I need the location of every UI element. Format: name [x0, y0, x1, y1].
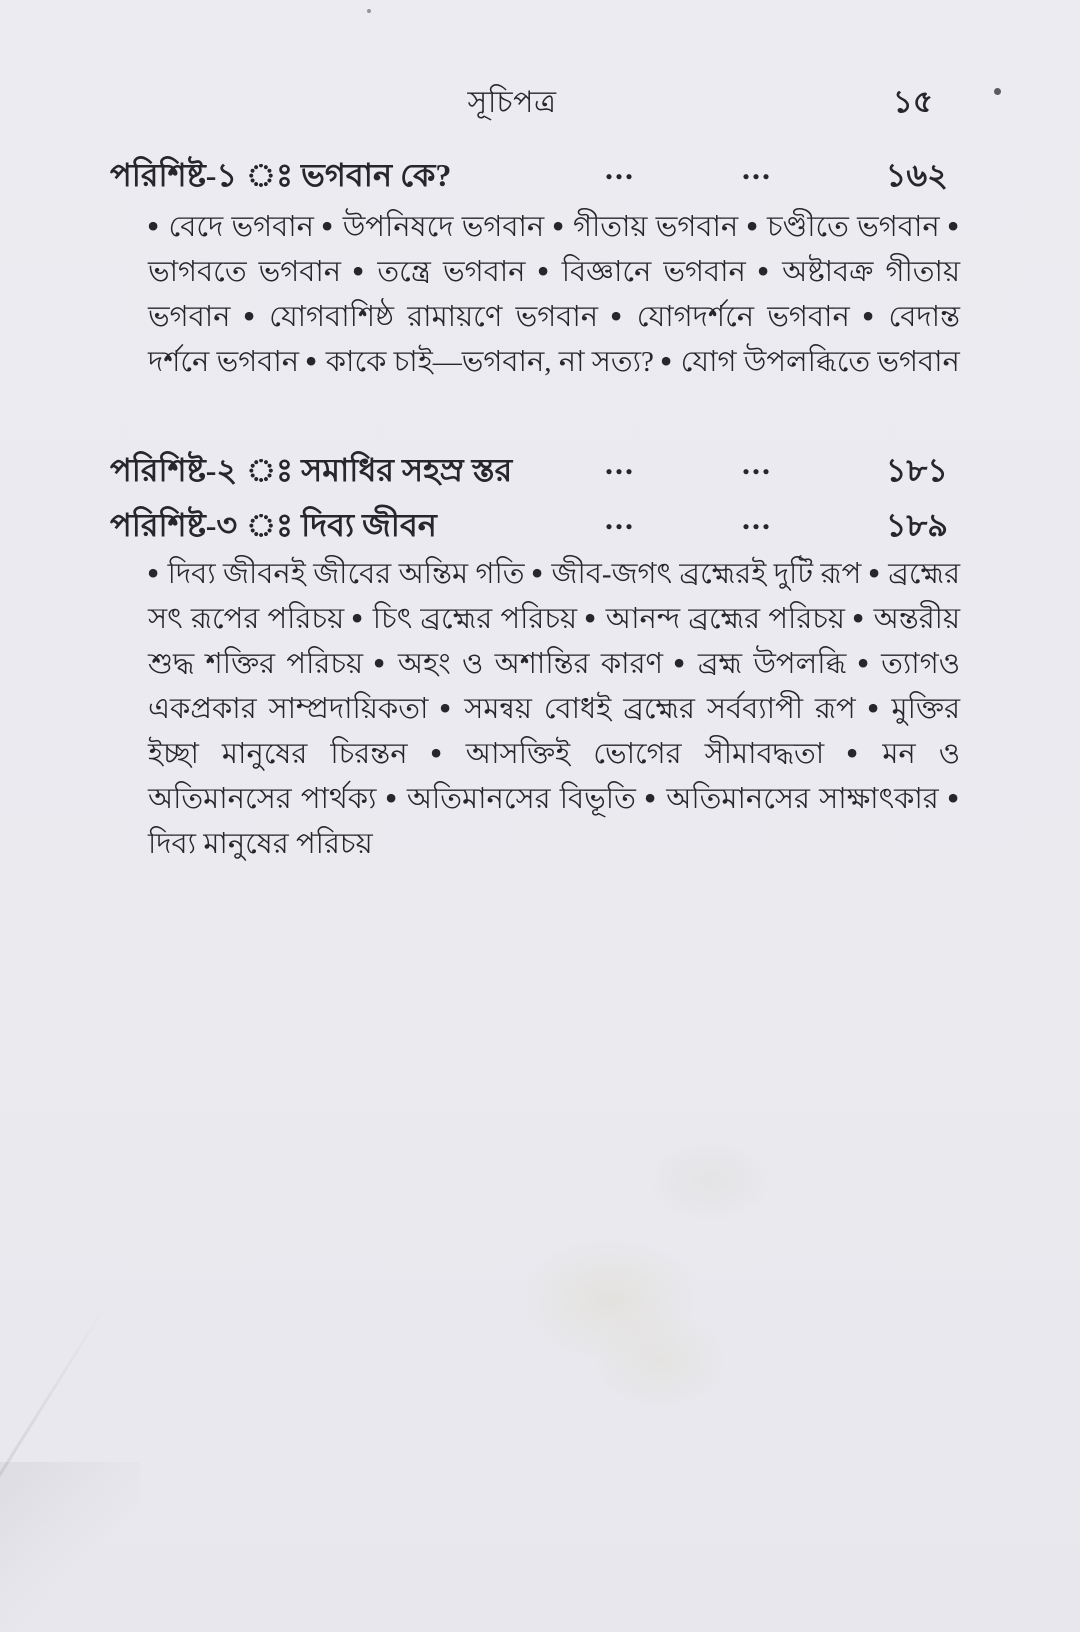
- topic-text: উপনিষদে ভগবান: [342, 211, 545, 243]
- topic-item: [673, 643, 847, 684]
- bullet-icon: •: [659, 341, 673, 382]
- topic-item: [610, 296, 850, 337]
- bullet-icon: •: [643, 778, 657, 819]
- dot-leader: ...: [742, 150, 772, 186]
- bullet-icon: •: [530, 553, 544, 594]
- topic-text: ত্যাগও একপ্রকার সাম্প্রদায়িকতা: [148, 648, 961, 725]
- bullet-icon: •: [946, 778, 960, 819]
- topic-text: সমন্বয় বোধই ব্রহ্মের সর্বব্যাপী রূপ: [464, 693, 856, 725]
- bullet-icon: •: [856, 643, 870, 684]
- bullet-icon: •: [745, 206, 758, 247]
- topic-text: বিজ্ঞানে ভগবান: [561, 256, 746, 288]
- bullet-icon: •: [242, 296, 256, 337]
- topic-text: মুক্তির ইচ্ছা মানুষের চিরন্তন: [148, 693, 961, 770]
- topic-item: [536, 251, 746, 292]
- topic-text: দিব্য মানুষের পরিচয়: [148, 828, 373, 860]
- topic-item: [551, 206, 739, 247]
- topic-text: যোগ উপলব্ধিতে ভগবান: [680, 346, 960, 378]
- topic-text: অন্তরীয় শুদ্ধ শক্তির পরিচয়: [148, 603, 961, 680]
- topic-item: [530, 553, 862, 594]
- page-title: সূচিপত্র: [467, 86, 557, 119]
- topic-item: [584, 598, 846, 639]
- dot-leader: ...: [605, 445, 635, 481]
- topic-text: ব্রহ্ম উপলব্ধি: [697, 648, 847, 680]
- bullet-icon: •: [845, 733, 859, 774]
- toc-entry-label: পরিশিষ্ট-৩ ঃ দিব্য জীবন: [110, 507, 437, 543]
- topic-text: চিৎ ব্রহ্মের পরিচয়: [372, 603, 578, 635]
- topic-text: ব্রহ্মের সৎ রূপের পরিচয়: [148, 558, 961, 635]
- topic-text: আসক্তিই ভোগের সীমাবদ্ধতা: [465, 738, 825, 770]
- bullet-icon: •: [536, 251, 549, 292]
- bullet-icon: •: [305, 341, 318, 382]
- topic-text: অতিমানসের সাক্ষাৎকার: [666, 783, 939, 815]
- topic-text: অহং ও অশান্তির কারণ: [397, 648, 664, 680]
- topic-text: যোগবাশিষ্ঠ রামায়ণে ভগবান: [269, 301, 599, 333]
- toc-entry-label: পরিশিষ্ট-২ ঃ সমাধির সহস্র স্তর: [110, 452, 513, 488]
- toc-entry-heading: [110, 445, 948, 499]
- topic-item: [351, 598, 578, 639]
- bullet-icon: •: [438, 688, 452, 729]
- topic-item: [429, 733, 825, 774]
- bullet-icon: •: [673, 643, 686, 684]
- bullet-icon: •: [551, 206, 564, 247]
- page-number: ১৫: [892, 84, 933, 119]
- topic-text: তন্ত্রে ভগবান: [377, 256, 526, 288]
- topic-item: [351, 251, 526, 292]
- topic-text: অষ্টাবক্র গীতায় ভগবান: [148, 256, 961, 333]
- topic-item: [242, 296, 599, 337]
- bullet-icon: •: [610, 296, 623, 337]
- topic-text: বেদে ভগবান: [168, 211, 314, 243]
- toc-entry-page-number: ১৮১: [885, 452, 948, 488]
- bullet-icon: •: [351, 598, 364, 639]
- dot-leader: ...: [742, 500, 772, 536]
- bullet-icon: •: [351, 251, 365, 292]
- topic-text: অতিমানসের বিভূতি: [406, 783, 636, 815]
- topic-text: চণ্ডীতে ভগবান: [766, 211, 940, 243]
- topic-item: [745, 206, 940, 247]
- toc-entry-page-number: ১৮৯: [885, 507, 948, 543]
- dot-leader: ...: [742, 445, 772, 481]
- bullet-icon: •: [146, 553, 160, 594]
- topic-text: যোগদর্শনে ভগবান: [636, 301, 850, 333]
- bullet-icon: •: [946, 206, 960, 247]
- scan-speck-icon: [994, 88, 1001, 95]
- bullet-icon: •: [429, 733, 442, 774]
- bullet-icon: •: [756, 251, 770, 292]
- scan-speck-icon: [367, 9, 371, 13]
- topic-item: [438, 688, 856, 729]
- topic-text: ভাগবতে ভগবান: [148, 256, 342, 288]
- paper-corner-shadow: [0, 1462, 140, 1632]
- toc-entry-page-number: ১৬২: [885, 157, 948, 193]
- dot-leader: ...: [605, 500, 635, 536]
- toc-entry-topics: [148, 205, 960, 385]
- bullet-icon: •: [320, 206, 334, 247]
- bullet-icon: •: [867, 553, 881, 594]
- topic-text: কাকে চাই—ভগবান, না সত্য?: [325, 346, 654, 378]
- topic-item: [146, 553, 525, 594]
- topic-item: [384, 778, 636, 819]
- bullet-icon: •: [584, 598, 597, 639]
- bullet-icon: •: [851, 598, 865, 639]
- bullet-icon: •: [866, 688, 879, 729]
- topic-text: আনন্দ ব্রহ্মের পরিচয়: [605, 603, 846, 635]
- topic-item: [373, 643, 664, 684]
- toc-entry-topics: [148, 552, 960, 867]
- toc-entry-label: পরিশিষ্ট-১ ঃ ভগবান কে?: [110, 157, 452, 193]
- topic-text: গীতায় ভগবান: [572, 211, 739, 243]
- bullet-icon: •: [384, 778, 398, 819]
- topic-item: [305, 341, 654, 382]
- topic-item: [643, 778, 939, 819]
- topic-text: বেদান্ত দর্শনে ভগবান: [148, 301, 961, 378]
- bullet-icon: •: [373, 643, 386, 684]
- topic-text: দিব্য জীবনই জীবের অন্তিম গতি: [167, 558, 525, 590]
- bullet-icon: •: [146, 206, 160, 247]
- toc-entry-heading: [110, 150, 948, 204]
- toc-entry-heading: [110, 500, 948, 554]
- topic-text: জীব-জগৎ ব্রহ্মেরই দুটি রূপ: [551, 558, 862, 590]
- topic-item: [146, 206, 314, 247]
- bullet-icon: •: [861, 296, 875, 337]
- topic-item: [320, 206, 545, 247]
- dot-leader: ...: [605, 150, 635, 186]
- topic-item: [659, 341, 960, 382]
- topic-text: মন ও অতিমানসের পার্থক্য: [148, 738, 961, 815]
